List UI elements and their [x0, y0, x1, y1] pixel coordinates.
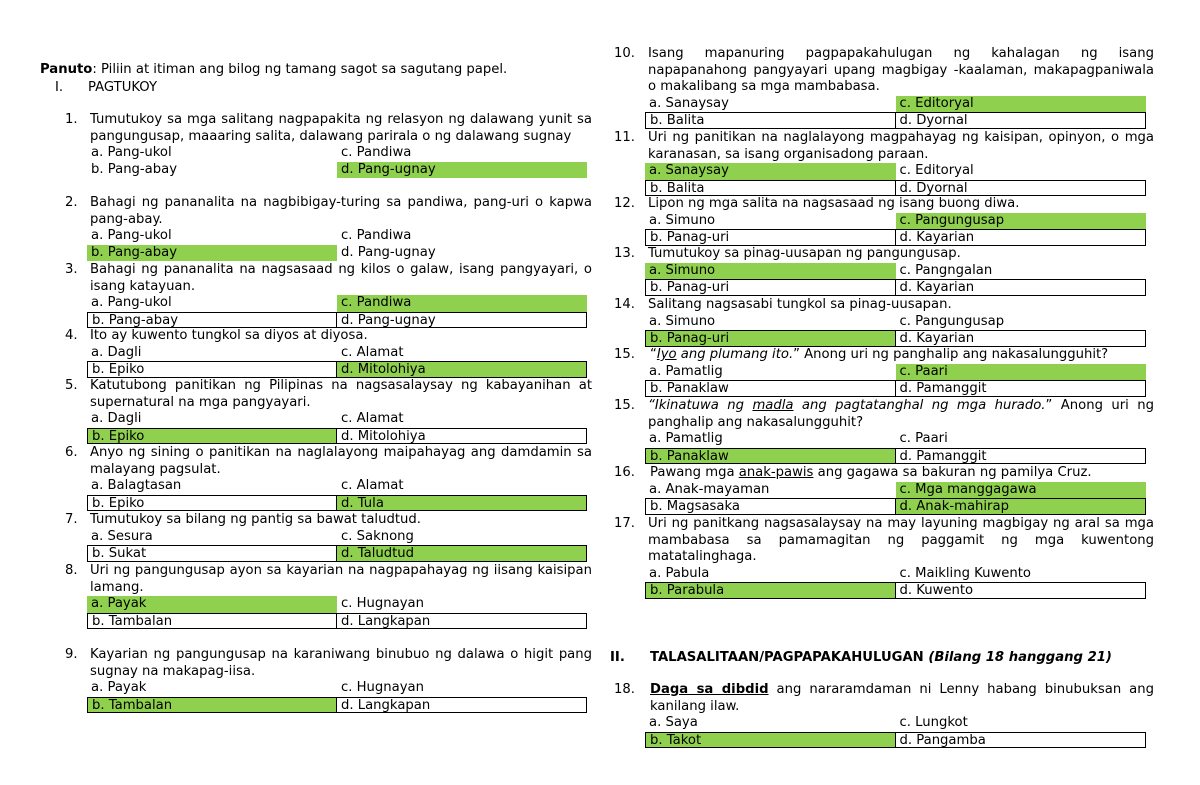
- option-c[interactable]: c. Alamat: [341, 411, 404, 427]
- question-9: [65, 647, 592, 713]
- option-c[interactable]: c. Editoryal: [899, 163, 974, 179]
- options-row: [87, 162, 587, 179]
- options-row: [645, 229, 1146, 246]
- option-d-highlighted[interactable]: d. Tula: [337, 495, 587, 512]
- question-underlined-phrase: Daga sa dibdid: [650, 682, 769, 697]
- option-d[interactable]: d. Kayarian: [896, 330, 1147, 347]
- question-number: 5.: [65, 378, 78, 393]
- option-c[interactable]: c. Pandiwa: [341, 145, 412, 161]
- option-b[interactable]: b. Balita: [645, 112, 896, 129]
- options-row: [87, 295, 587, 312]
- question-7: [65, 512, 592, 562]
- question-number: 13.: [614, 246, 635, 261]
- question-text-post: ” Anong uri ng panghalip ang nakasalungguhit?: [793, 347, 1109, 362]
- options-row: [645, 96, 1146, 113]
- instructions-text: : Piliin at itiman ang bilog ng tamang sagot sa sagutang papel.: [92, 62, 508, 77]
- question-number: 1.: [65, 112, 78, 127]
- question-underlined-word: anak-pawis: [738, 465, 814, 480]
- question-text: Ito ay kuwento tungkol sa diyos at diyosa.: [90, 328, 368, 343]
- options-row: [645, 279, 1146, 296]
- option-c[interactable]: c. Paari: [899, 431, 948, 447]
- question-stem: [65, 378, 592, 411]
- question-10: [614, 46, 1154, 129]
- question-stem: [65, 112, 592, 145]
- question-stem: [65, 262, 592, 295]
- question-text: [650, 682, 1154, 715]
- question-text: Tumutukoy sa bilang ng pantig sa bawat taludtud.: [90, 512, 421, 527]
- answer-options: [645, 715, 1146, 748]
- option-d-highlighted[interactable]: d. Mitolohiya: [337, 361, 587, 378]
- options-row: [87, 145, 587, 162]
- question-15b: [614, 398, 1154, 464]
- question-number: 7.: [65, 512, 78, 527]
- option-d[interactable]: d. Pamanggit: [896, 380, 1147, 397]
- section-1-heading: [55, 80, 157, 95]
- options-row: [87, 345, 587, 362]
- option-d[interactable]: d. Mitolohiya: [337, 428, 587, 445]
- question-number: 6.: [65, 445, 78, 460]
- question-number: 10.: [614, 46, 635, 61]
- option-b-highlighted[interactable]: b. Panag-uri: [645, 330, 896, 347]
- option-a[interactable]: a. Simuno: [649, 313, 716, 329]
- question-text: Katutubong panitikan ng Pilipinas na nagsasalaysay ng kabayanihan at supernatural na mga pangyayari.: [90, 378, 592, 410]
- question-text: Salitang nagsasabi tungkol sa pinag-uusapan.: [648, 297, 952, 312]
- answer-options: [87, 145, 587, 178]
- option-a[interactable]: a. Sanaysay: [649, 95, 729, 111]
- option-c[interactable]: c. Maikling Kuwento: [899, 565, 1031, 581]
- option-b[interactable]: b. Panag-uri: [645, 229, 896, 246]
- answer-options: [87, 295, 587, 328]
- question-text: Isang mapanuring pagpapakahulugan ng kahalagan ng isang napapanahong pangyayari upang magbigay -kaalaman, makapagpaniwala o makalibang sa mga mambabasa.: [648, 46, 1154, 95]
- question-stem: [614, 130, 1154, 163]
- option-b[interactable]: b. Panaklaw: [645, 380, 896, 397]
- option-d[interactable]: d. Kayarian: [896, 229, 1147, 246]
- option-b-highlighted[interactable]: b. Tambalan: [87, 697, 337, 714]
- options-row: [87, 428, 587, 445]
- option-d-highlighted[interactable]: d. Anak-mahirap: [896, 498, 1147, 515]
- options-row: [645, 582, 1146, 599]
- option-c[interactable]: c. Alamat: [341, 478, 404, 494]
- question-stem: [65, 563, 592, 596]
- options-row: [87, 228, 587, 245]
- question-text-post: ang gagawa sa bakuran ng pamilya Cruz.: [813, 465, 1092, 480]
- answer-options: [87, 345, 587, 378]
- option-b[interactable]: b. Epiko: [87, 495, 337, 512]
- option-a[interactable]: a. Dagli: [91, 344, 142, 360]
- option-b-highlighted[interactable]: b. Panaklaw: [645, 448, 896, 465]
- option-c-highlighted[interactable]: c. Pangungusap: [896, 213, 1147, 230]
- question-number: 15.: [614, 398, 635, 413]
- question-number: 3.: [65, 262, 78, 277]
- options-row: [645, 448, 1146, 465]
- options-row: [645, 431, 1146, 448]
- options-row: [87, 545, 587, 562]
- question-number: 17.: [614, 516, 635, 531]
- option-b[interactable]: b. Pang-abay: [91, 161, 178, 177]
- question-text: Bahagi ng pananalita na nagbibigay-turing sa pandiwa, pang-uri o kapwa pang-abay.: [90, 195, 592, 227]
- options-row: [645, 314, 1146, 331]
- option-b-highlighted[interactable]: b. Takot: [645, 732, 896, 749]
- question-stem: [65, 445, 592, 478]
- answer-options: [645, 566, 1146, 599]
- question-number: 8.: [65, 563, 78, 578]
- question-text: Lipon ng mga salita na nagsasaad ng isang buong diwa.: [648, 196, 1020, 211]
- question-underlined-word: Iyo: [656, 347, 677, 362]
- option-b-highlighted[interactable]: b. Parabula: [645, 582, 896, 599]
- options-row: [645, 380, 1146, 397]
- question-number: 4.: [65, 328, 78, 343]
- question-text-post: ang nararamdaman ni Lenny habang binubuksan ang kanilang ilaw.: [650, 682, 1154, 714]
- answer-options: [645, 96, 1146, 129]
- option-d[interactable]: d. Pang-ugnay: [337, 312, 587, 329]
- answer-options: [645, 482, 1146, 515]
- option-d[interactable]: d. Dyornal: [896, 112, 1147, 129]
- question-stem: [65, 195, 592, 228]
- question-stem: [614, 297, 1154, 314]
- question-2: [65, 195, 592, 261]
- question-text: Uri ng panitkang nagsasalaysay na may layuning magbigay ng aral sa mga mambabasa sa pamamagitan ng paggamit ng mga kuwentong matatalinghaga.: [648, 516, 1154, 565]
- option-a-highlighted[interactable]: a. Payak: [87, 596, 337, 613]
- option-d-highlighted[interactable]: d. Taludtud: [337, 545, 587, 562]
- answer-options: [645, 163, 1146, 196]
- options-row: [645, 213, 1146, 230]
- option-a[interactable]: a. Pang-ukol: [91, 295, 172, 311]
- option-d[interactable]: d. Langkapan: [337, 697, 587, 714]
- question-stem: [614, 196, 1154, 213]
- option-a[interactable]: a. Pamatlig: [649, 363, 723, 379]
- option-c[interactable]: c. Lungkot: [899, 715, 968, 731]
- question-15: [614, 347, 1154, 397]
- option-b[interactable]: b. Panag-uri: [645, 279, 896, 296]
- option-d[interactable]: d. Pang-ugnay: [341, 244, 436, 260]
- option-a[interactable]: a. Pamatlig: [649, 431, 723, 447]
- question-11: [614, 130, 1154, 196]
- option-d[interactable]: d. Langkapan: [337, 613, 587, 630]
- question-underlined-word: madla: [752, 398, 794, 413]
- option-b[interactable]: b. Tambalan: [87, 613, 337, 630]
- options-row: [87, 312, 587, 329]
- options-row: [87, 245, 587, 262]
- option-a[interactable]: a. Pang-ukol: [91, 228, 172, 244]
- question-text: Tumutukoy sa pinag-uusapan ng pangungusap.: [648, 246, 961, 261]
- option-d[interactable]: d. Pamanggit: [896, 448, 1147, 465]
- option-d[interactable]: d. Dyornal: [896, 180, 1147, 197]
- question-number: 18.: [614, 682, 635, 697]
- question-text: Anyo ng sining o panitikan na naglalayong maipahayag ang damdamin sa malayang pagsulat.: [90, 445, 592, 477]
- question-number: 11.: [614, 130, 635, 145]
- option-c[interactable]: c. Hugnayan: [341, 680, 424, 696]
- question-text: [648, 398, 1154, 431]
- question-text-post: ” Anong uri ng panghalip ang nakasalungguhit?: [648, 398, 1154, 430]
- question-text: Kayarian ng pangungusap na karaniwang binubuo ng dalawa o higit pang sugnay na makapag-iisa.: [90, 647, 592, 679]
- option-c-highlighted[interactable]: c. Editoryal: [896, 96, 1147, 113]
- options-row: [645, 566, 1146, 583]
- question-stem: [65, 328, 592, 345]
- question-stem: [614, 46, 1154, 96]
- option-d[interactable]: d. Kayarian: [896, 279, 1147, 296]
- answer-options: [645, 213, 1146, 246]
- question-stem: [614, 682, 1154, 715]
- question-stem: [65, 647, 592, 680]
- section-1-number: I.: [55, 80, 64, 95]
- question-4: [65, 328, 592, 378]
- question-number: 12.: [614, 196, 635, 211]
- question-number: 2.: [65, 195, 78, 210]
- options-row: [645, 482, 1146, 499]
- question-5: [65, 378, 592, 444]
- question-17: [614, 516, 1154, 599]
- question-text: Uri ng panitikan na naglalayong magpahayag ng kaisipan, opinyon, o mga karanasan, sa isang organisadong paraan.: [648, 130, 1154, 162]
- section-1-title: PAGTUKOY: [88, 80, 157, 95]
- options-row: [87, 411, 587, 428]
- answer-options: [645, 263, 1146, 296]
- option-a[interactable]: a. Saya: [649, 715, 698, 731]
- option-a-highlighted[interactable]: a. Sanaysay: [645, 163, 896, 180]
- answer-options: [87, 411, 587, 444]
- question-text: Tumutukoy sa mga salitang nagpapakita ng relasyon ng dalawang yunit sa pangungusap, maaaring salita, dalawang parirala o ng dalawang sugnay: [90, 112, 592, 144]
- question-stem: [614, 347, 1154, 364]
- question-stem: [614, 398, 1154, 431]
- option-b[interactable]: b. Pang-abay: [87, 312, 337, 329]
- answer-options: [87, 478, 587, 511]
- question-text: Bahagi ng pananalita na nagsasaad ng kilos o galaw, isang pangyayari, o isang katayuan.: [90, 262, 592, 294]
- section-2-subtitle: (Bilang 18 hanggang 21): [928, 650, 1112, 665]
- option-b[interactable]: b. Magsasaka: [645, 498, 896, 515]
- question-text: [650, 347, 1154, 364]
- question-text-italic: ang plumang ito.: [676, 347, 794, 362]
- question-18: [614, 682, 1154, 748]
- question-text-pre: Pawang mga: [650, 465, 739, 480]
- option-a[interactable]: a. Dagli: [91, 411, 142, 427]
- option-c[interactable]: c. Pandiwa: [341, 228, 412, 244]
- option-a[interactable]: a. Payak: [91, 680, 147, 696]
- options-row: [645, 112, 1146, 129]
- question-text-pre-italic: “Ikinatuwa ng: [648, 398, 753, 413]
- options-row: [87, 697, 587, 714]
- question-text: Uri ng pangungusap ayon sa kayarian na nagpapahayag ng iisang kaisipan lamang.: [90, 563, 592, 595]
- option-c-highlighted[interactable]: c. Mga manggagawa: [896, 482, 1147, 499]
- option-a-highlighted[interactable]: a. Simuno: [645, 263, 896, 280]
- options-row: [645, 715, 1146, 732]
- question-number: 14.: [614, 297, 635, 312]
- section-2-heading: [610, 650, 1112, 665]
- option-c-highlighted[interactable]: c. Paari: [896, 364, 1147, 381]
- question-16: [614, 465, 1154, 515]
- answer-options: [645, 431, 1146, 464]
- option-c[interactable]: c. Pangngalan: [899, 262, 993, 278]
- question-12: [614, 196, 1154, 246]
- option-c[interactable]: c. Pangungusap: [899, 313, 1005, 329]
- option-a[interactable]: a. Sesura: [91, 528, 153, 544]
- options-row: [87, 613, 587, 630]
- section-2-title: TALASALITAAN/PAGPAPAKAHULUGAN (Bilang 18 hanggang 21): [650, 650, 1112, 665]
- option-c[interactable]: c. Saknong: [341, 528, 414, 544]
- options-row: [87, 495, 587, 512]
- option-c-highlighted[interactable]: c. Pandiwa: [337, 295, 587, 312]
- option-c[interactable]: c. Hugnayan: [341, 596, 424, 612]
- question-number: 16.: [614, 465, 635, 480]
- option-a[interactable]: a. Simuno: [649, 212, 716, 228]
- options-row: [645, 364, 1146, 381]
- options-row: [645, 330, 1146, 347]
- question-stem: [614, 516, 1154, 566]
- question-number: 9.: [65, 647, 78, 662]
- section-2-number: II.: [610, 650, 625, 665]
- options-row: [87, 361, 587, 378]
- options-row: [645, 263, 1146, 280]
- options-row: [645, 180, 1146, 197]
- question-number: 15.: [614, 347, 635, 362]
- answer-options: [645, 364, 1146, 397]
- question-14: [614, 297, 1154, 347]
- answer-options: [87, 228, 587, 261]
- option-d[interactable]: d. Pangamba: [896, 732, 1147, 749]
- options-row: [645, 498, 1146, 515]
- answer-options: [87, 596, 587, 629]
- options-row: [87, 529, 587, 546]
- question-8: [65, 563, 592, 629]
- question-6: [65, 445, 592, 511]
- option-b[interactable]: b. Balita: [645, 180, 896, 197]
- question-3: [65, 262, 592, 328]
- option-c[interactable]: c. Alamat: [341, 344, 404, 360]
- answer-options: [87, 529, 587, 562]
- options-row: [87, 680, 587, 697]
- option-b-highlighted[interactable]: b. Epiko: [87, 428, 337, 445]
- option-a[interactable]: a. Balagtasan: [91, 478, 182, 494]
- option-a[interactable]: a. Pang-ukol: [91, 145, 172, 161]
- options-row: [645, 732, 1146, 749]
- question-stem: [614, 246, 1154, 263]
- option-d[interactable]: d. Kuwento: [896, 582, 1147, 599]
- question-text-pre: “: [650, 347, 657, 362]
- option-b-highlighted[interactable]: b. Pang-abay: [87, 245, 337, 262]
- question-stem: [614, 465, 1154, 482]
- option-a[interactable]: a. Anak-mayaman: [649, 481, 770, 497]
- question-13: [614, 246, 1154, 296]
- question-stem: [65, 512, 592, 529]
- instructions-label: Panuto: [40, 62, 93, 77]
- option-a[interactable]: a. Pabula: [649, 565, 710, 581]
- answer-options: [87, 680, 587, 713]
- question-text-italic: ang pagtatanghal ng mga hurado.: [793, 398, 1046, 413]
- option-d-highlighted[interactable]: d. Pang-ugnay: [337, 162, 587, 179]
- option-b[interactable]: b. Sukat: [87, 545, 337, 562]
- option-b[interactable]: b. Epiko: [87, 361, 337, 378]
- options-row: [87, 596, 587, 613]
- instructions: [40, 62, 507, 77]
- options-row: [87, 478, 587, 495]
- answer-options: [645, 314, 1146, 347]
- options-row: [645, 163, 1146, 180]
- question-1: [65, 112, 592, 178]
- question-text: [650, 465, 1154, 482]
